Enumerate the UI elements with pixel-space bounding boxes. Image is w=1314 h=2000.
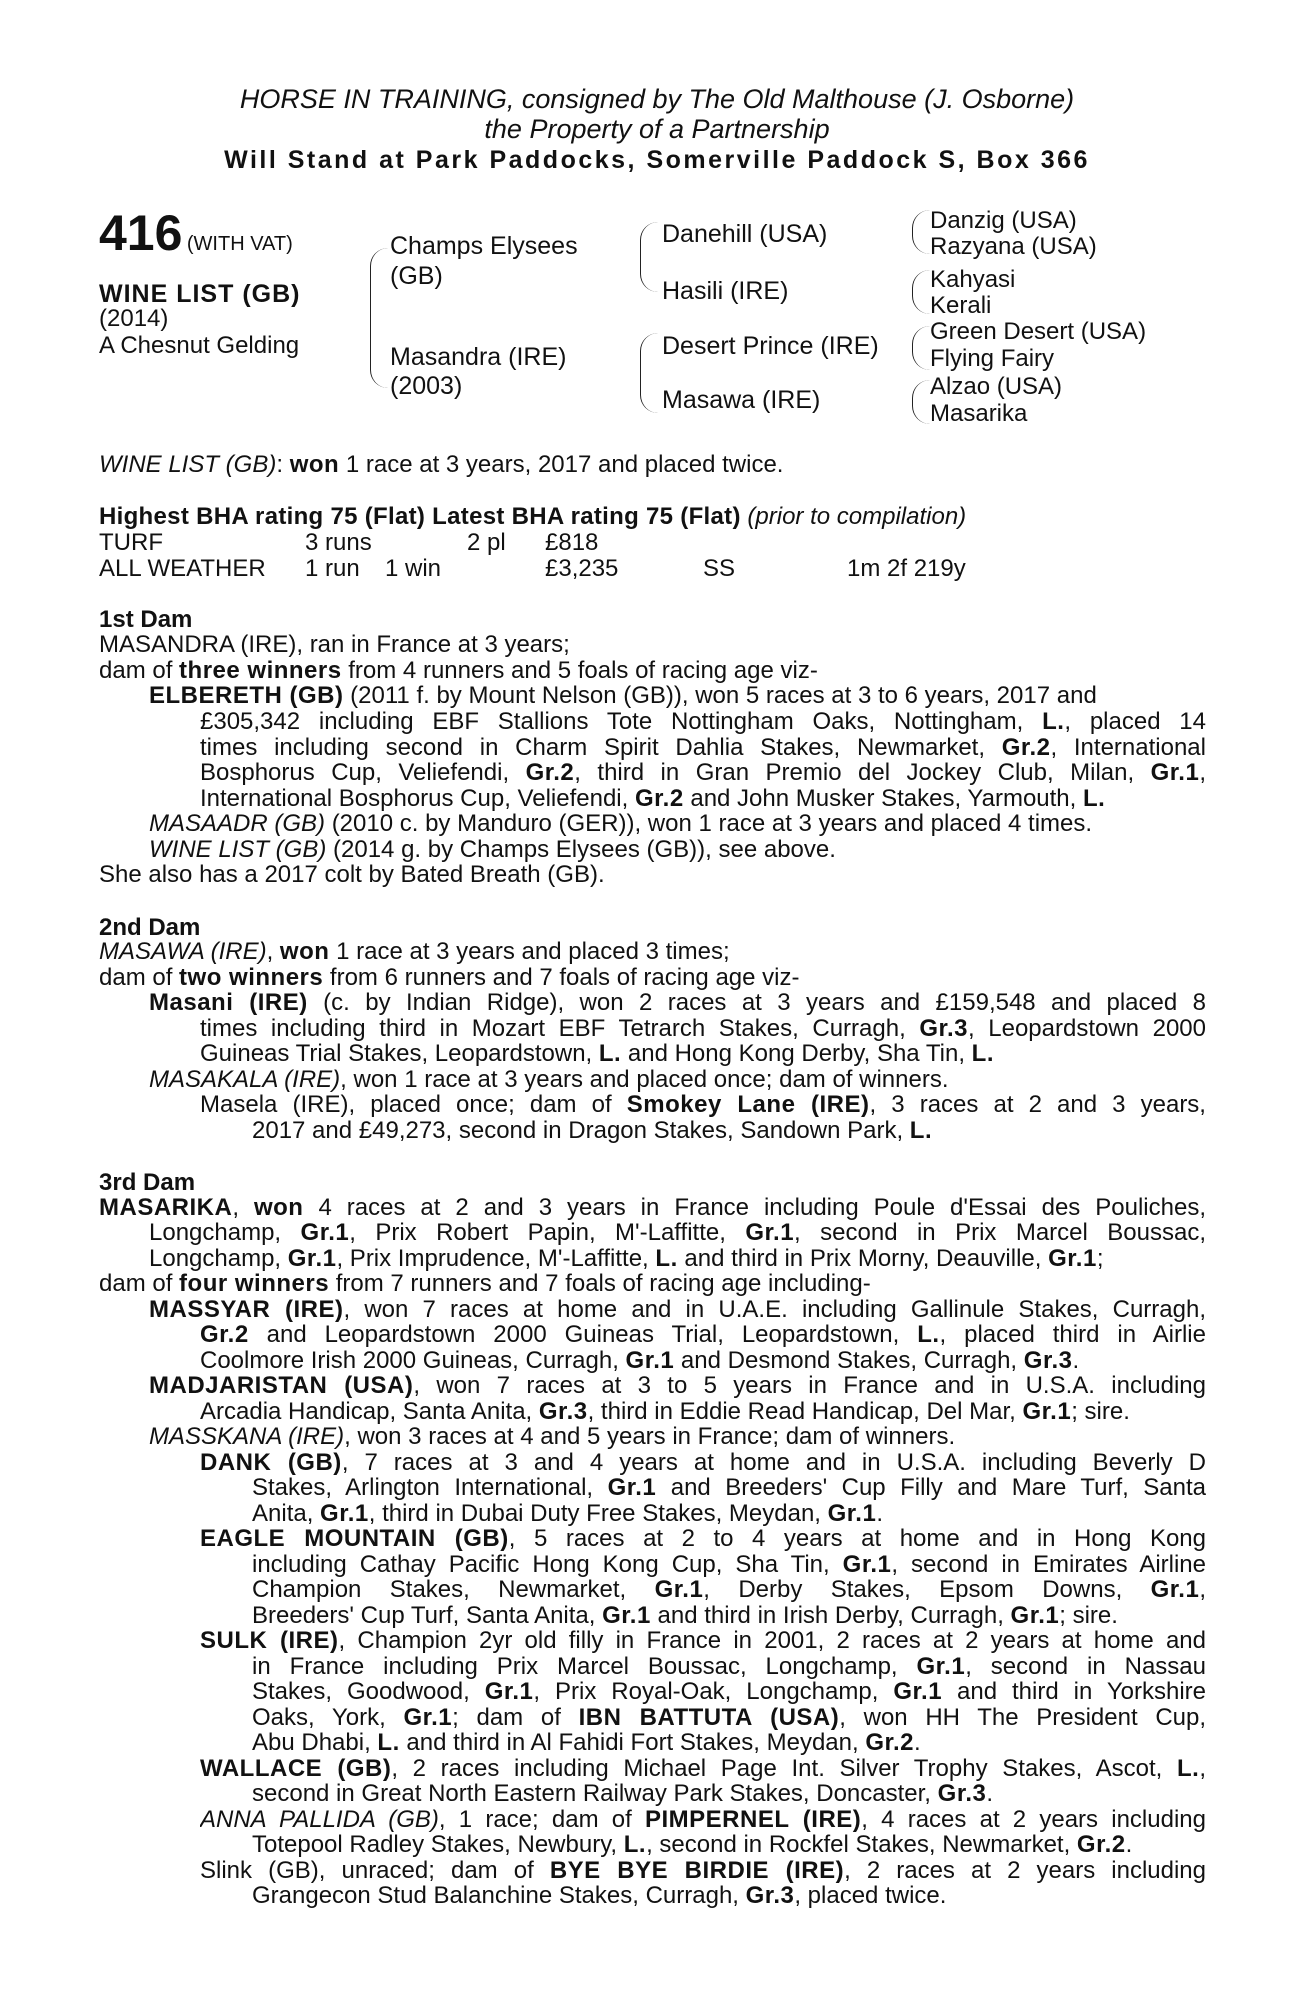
- third-dam-produce: dam of four winners from 7 runners and 7 foals of racing age including-: [99, 1270, 871, 1297]
- massyar-line-2: Gr.2 and Leopardstown 2000 Guineas Trial, Leopardstown, L., placed third in Airlie: [200, 1322, 1206, 1348]
- horse-year: (2014): [99, 305, 169, 332]
- race-summary: WINE LIST (GB): won 1 race at 3 years, 2017 and placed twice.: [99, 451, 784, 478]
- lot-heading: [99, 204, 293, 262]
- second-dam-line: MASAWA (IRE), won 1 race at 3 years and placed 3 times;: [99, 938, 730, 965]
- elbereth-line-4: Bosphorus Cup, Veliefendi, Gr.2, third in Gran Premio del Jockey Club, Milan, Gr.1,: [200, 760, 1206, 786]
- madjaristan-line-2: Arcadia Handicap, Santa Anita, Gr.3, third in Eddie Read Handicap, Del Mar, Gr.1; sire.: [200, 1398, 1130, 1425]
- aw-label: ALL WEATHER: [99, 555, 266, 582]
- eagle-mountain-line-4: Breeders' Cup Turf, Santa Anita, Gr.1 and third in Irish Derby, Curragh, Gr.1; sire.: [252, 1602, 1118, 1629]
- sire-sire: Danehill (USA): [662, 220, 828, 248]
- sire-line-brace: [640, 222, 659, 292]
- summary-horse: WINE LIST (GB): [99, 451, 277, 478]
- ancestor-3: Kahyasi: [930, 266, 1016, 293]
- sulk-line-1: SULK (IRE), Champion 2yr old filly in France in 2001, 2 races at 2 years at home and: [200, 1628, 1206, 1654]
- ownership-line: the Property of a Partnership: [484, 114, 830, 144]
- masarika-line-2: Longchamp, Gr.1, Prix Robert Papin, M'-Laffitte, Gr.1, second in Prix Marcel Boussac,: [149, 1220, 1206, 1246]
- second-dam-heading: 2nd Dam: [99, 914, 201, 941]
- ancestor-2: Razyana (USA): [930, 233, 1097, 260]
- anna-pallida-line-2: Totepool Radley Stakes, Newbury, L., second in Rockfel Stakes, Newmarket, Gr.2.: [252, 1831, 1133, 1858]
- ratings-line: Highest BHA rating 75 (Flat) Latest BHA rating 75 (Flat) (prior to compilation): [99, 503, 967, 530]
- ancestor-8: Masarika: [930, 400, 1028, 427]
- sulk-line-2: in France including Prix Marcel Boussac, Longchamp, Gr.1, second in Nassau: [252, 1654, 1206, 1680]
- turf-prize: £818: [545, 529, 599, 556]
- horse-description: A Chesnut Gelding: [99, 332, 300, 359]
- anna-pallida-line-1: ANNA PALLIDA (GB), 1 race; dam of PIMPERNEL (IRE), 4 races at 2 years including: [200, 1807, 1206, 1833]
- aw-prize: £3,235: [545, 555, 619, 582]
- masaadr-line: MASAADR (GB) (2010 c. by Manduro (GER)), won 1 race at 3 years and placed 4 times.: [149, 810, 1093, 837]
- consignor-line: HORSE IN TRAINING, consigned by The Old Malthouse (J. Osborne): [239, 84, 1075, 114]
- turf-runs: 3 runs: [305, 529, 372, 556]
- horse-name: WINE LIST (GB): [99, 280, 301, 308]
- first-dam-heading: 1st Dam: [99, 606, 193, 633]
- ancestor-6: Flying Fairy: [930, 345, 1055, 372]
- sulk-line-5: Abu Dhabi, L. and third in Al Fahidi Fort Stakes, Meydan, Gr.2.: [252, 1729, 921, 1756]
- aw-runs: 1 run: [305, 555, 360, 582]
- ancestor-4: Kerali: [930, 292, 992, 319]
- madjaristan-line-1: MADJARISTAN (USA), won 7 races at 3 to 5 years in France and in U.S.A. including: [149, 1373, 1206, 1399]
- masani-line-3: Guineas Trial Stakes, Leopardstown, L. and Hong Kong Derby, Sha Tin, L.: [200, 1040, 994, 1067]
- sire-dam: Hasili (IRE): [662, 277, 789, 305]
- eagle-mountain-line-2: including Cathay Pacific Hong Kong Cup, Sha Tin, Gr.1, second in Emirates Airline: [252, 1552, 1206, 1578]
- dam-line-brace: [640, 333, 659, 413]
- eagle-mountain-line-3: Champion Stakes, Newmarket, Gr.1, Derby Stakes, Epsom Downs, Gr.1,: [252, 1577, 1206, 1603]
- masarika-line-3: Longchamp, Gr.1, Prix Imprudence, M'-Laffitte, L. and third in Prix Morny, Deauville, Gr.1;: [149, 1245, 1104, 1272]
- ancestor-1: Danzig (USA): [930, 207, 1077, 234]
- sulk-line-4: Oaks, York, Gr.1; dam of IBN BATTUTA (USA), won HH The President Cup,: [252, 1705, 1206, 1731]
- vat-note: (WITH VAT): [186, 233, 293, 255]
- dam-dam: Masawa (IRE): [662, 386, 821, 414]
- sire-name: Champs Elysees: [390, 232, 578, 260]
- turf-places: 2 pl: [467, 529, 506, 556]
- elbereth-line-2: £305,342 including EBF Stallions Tote Nottingham Oaks, Nottingham, L., placed 14: [200, 709, 1206, 735]
- dam-sire: Desert Prince (IRE): [662, 332, 879, 360]
- dank-line-3: Anita, Gr.1, third in Dubai Duty Free Stakes, Meydan, Gr.1.: [252, 1500, 883, 1527]
- dank-line-2: Stakes, Arlington International, Gr.1 and Breeders' Cup Filly and Mare Turf, Santa: [252, 1475, 1206, 1501]
- dam-year: (2003): [390, 372, 463, 400]
- aw-surface: SS: [703, 555, 736, 582]
- third-dam-heading: 3rd Dam: [99, 1169, 196, 1196]
- aw-distance: 1m 2f 219y: [847, 555, 966, 582]
- masela-line-1: Masela (IRE), placed once; dam of Smokey Lane (IRE), 3 races at 2 and 3 years,: [200, 1092, 1206, 1118]
- sire-dam-brace: [370, 248, 389, 388]
- elbereth-line-3: times including second in Charm Spirit Dahlia Stakes, Newmarket, Gr.2, International: [200, 735, 1206, 761]
- masani-line-2: times including third in Mozart EBF Tetrarch Stakes, Curragh, Gr.3, Leopardstown 2000: [200, 1016, 1206, 1042]
- g-brace-1: [912, 210, 931, 254]
- first-dam-note: She also has a 2017 colt by Bated Breath (GB).: [99, 861, 605, 888]
- elbereth-line-5: International Bosphorus Cup, Veliefendi, Gr.2 and John Musker Stakes, Yarmouth, L.: [200, 785, 1106, 812]
- massyar-line-1: MASSYAR (IRE), won 7 races at home and in U.A.E. including Gallinule Stakes, Curragh,: [149, 1297, 1206, 1323]
- sire-country: (GB): [390, 262, 443, 290]
- stabling-line: Will Stand at Park Paddocks, Somerville Paddock S, Box 366: [224, 146, 1090, 174]
- second-dam-produce: dam of two winners from 6 runners and 7 foals of racing age viz-: [99, 964, 800, 991]
- masskana-line: MASSKANA (IRE), won 3 races at 4 and 5 years in France; dam of winners.: [149, 1423, 956, 1450]
- ancestor-5: Green Desert (USA): [930, 318, 1147, 345]
- first-dam-produce: dam of three winners from 4 runners and 5 foals of racing age viz-: [99, 657, 818, 684]
- wallace-line-2: second in Great North Eastern Railway Park Stakes, Doncaster, Gr.3.: [252, 1780, 994, 1807]
- turf-label: TURF: [99, 529, 163, 556]
- masani-line-1: Masani (IRE) (c. by Indian Ridge), won 2 races at 3 years and £159,548 and placed 8: [149, 990, 1206, 1016]
- first-dam-line: MASANDRA (IRE), ran in France at 3 years;: [99, 631, 570, 658]
- massyar-line-3: Coolmore Irish 2000 Guineas, Curragh, Gr.1 and Desmond Stakes, Curragh, Gr.3.: [200, 1347, 1080, 1374]
- sulk-line-3: Stakes, Goodwood, Gr.1, Prix Royal-Oak, Longchamp, Gr.1 and third in Yorkshire: [252, 1679, 1206, 1705]
- masakala-line: MASAKALA (IRE), won 1 race at 3 years and placed once; dam of winners.: [149, 1066, 949, 1093]
- wine-list-line: WINE LIST (GB) (2014 g. by Champs Elysees (GB)), see above.: [149, 836, 836, 863]
- masela-line-2: 2017 and £49,273, second in Dragon Stakes, Sandown Park, L.: [252, 1117, 933, 1144]
- g-brace-3: [912, 326, 931, 370]
- lot-number: 416: [99, 205, 183, 261]
- dank-line-1: DANK (GB), 7 races at 3 and 4 years at home and in U.S.A. including Beverly D: [200, 1450, 1206, 1476]
- wallace-line-1: WALLACE (GB), 2 races including Michael Page Int. Silver Trophy Stakes, Ascot, L.,: [200, 1756, 1206, 1782]
- g-brace-4: [912, 380, 931, 424]
- elbereth-line-1: ELBERETH (GB) (2011 f. by Mount Nelson (GB)), won 5 races at 3 to 6 years, 2017 and: [149, 682, 1097, 709]
- eagle-mountain-line-1: EAGLE MOUNTAIN (GB), 5 races at 2 to 4 years at home and in Hong Kong: [200, 1526, 1206, 1552]
- slink-line-1: Slink (GB), unraced; dam of BYE BYE BIRDIE (IRE), 2 races at 2 years including: [200, 1858, 1206, 1884]
- slink-line-2: Grangecon Stud Balanchine Stakes, Curragh, Gr.3, placed twice.: [252, 1882, 947, 1909]
- masarika-line-1: MASARIKA, won 4 races at 2 and 3 years in France including Poule d'Essai des Pouliches,: [99, 1195, 1206, 1221]
- dam-name: Masandra (IRE): [390, 343, 567, 371]
- aw-wins: 1 win: [385, 555, 442, 582]
- g-brace-2: [912, 270, 931, 314]
- ancestor-7: Alzao (USA): [930, 373, 1063, 400]
